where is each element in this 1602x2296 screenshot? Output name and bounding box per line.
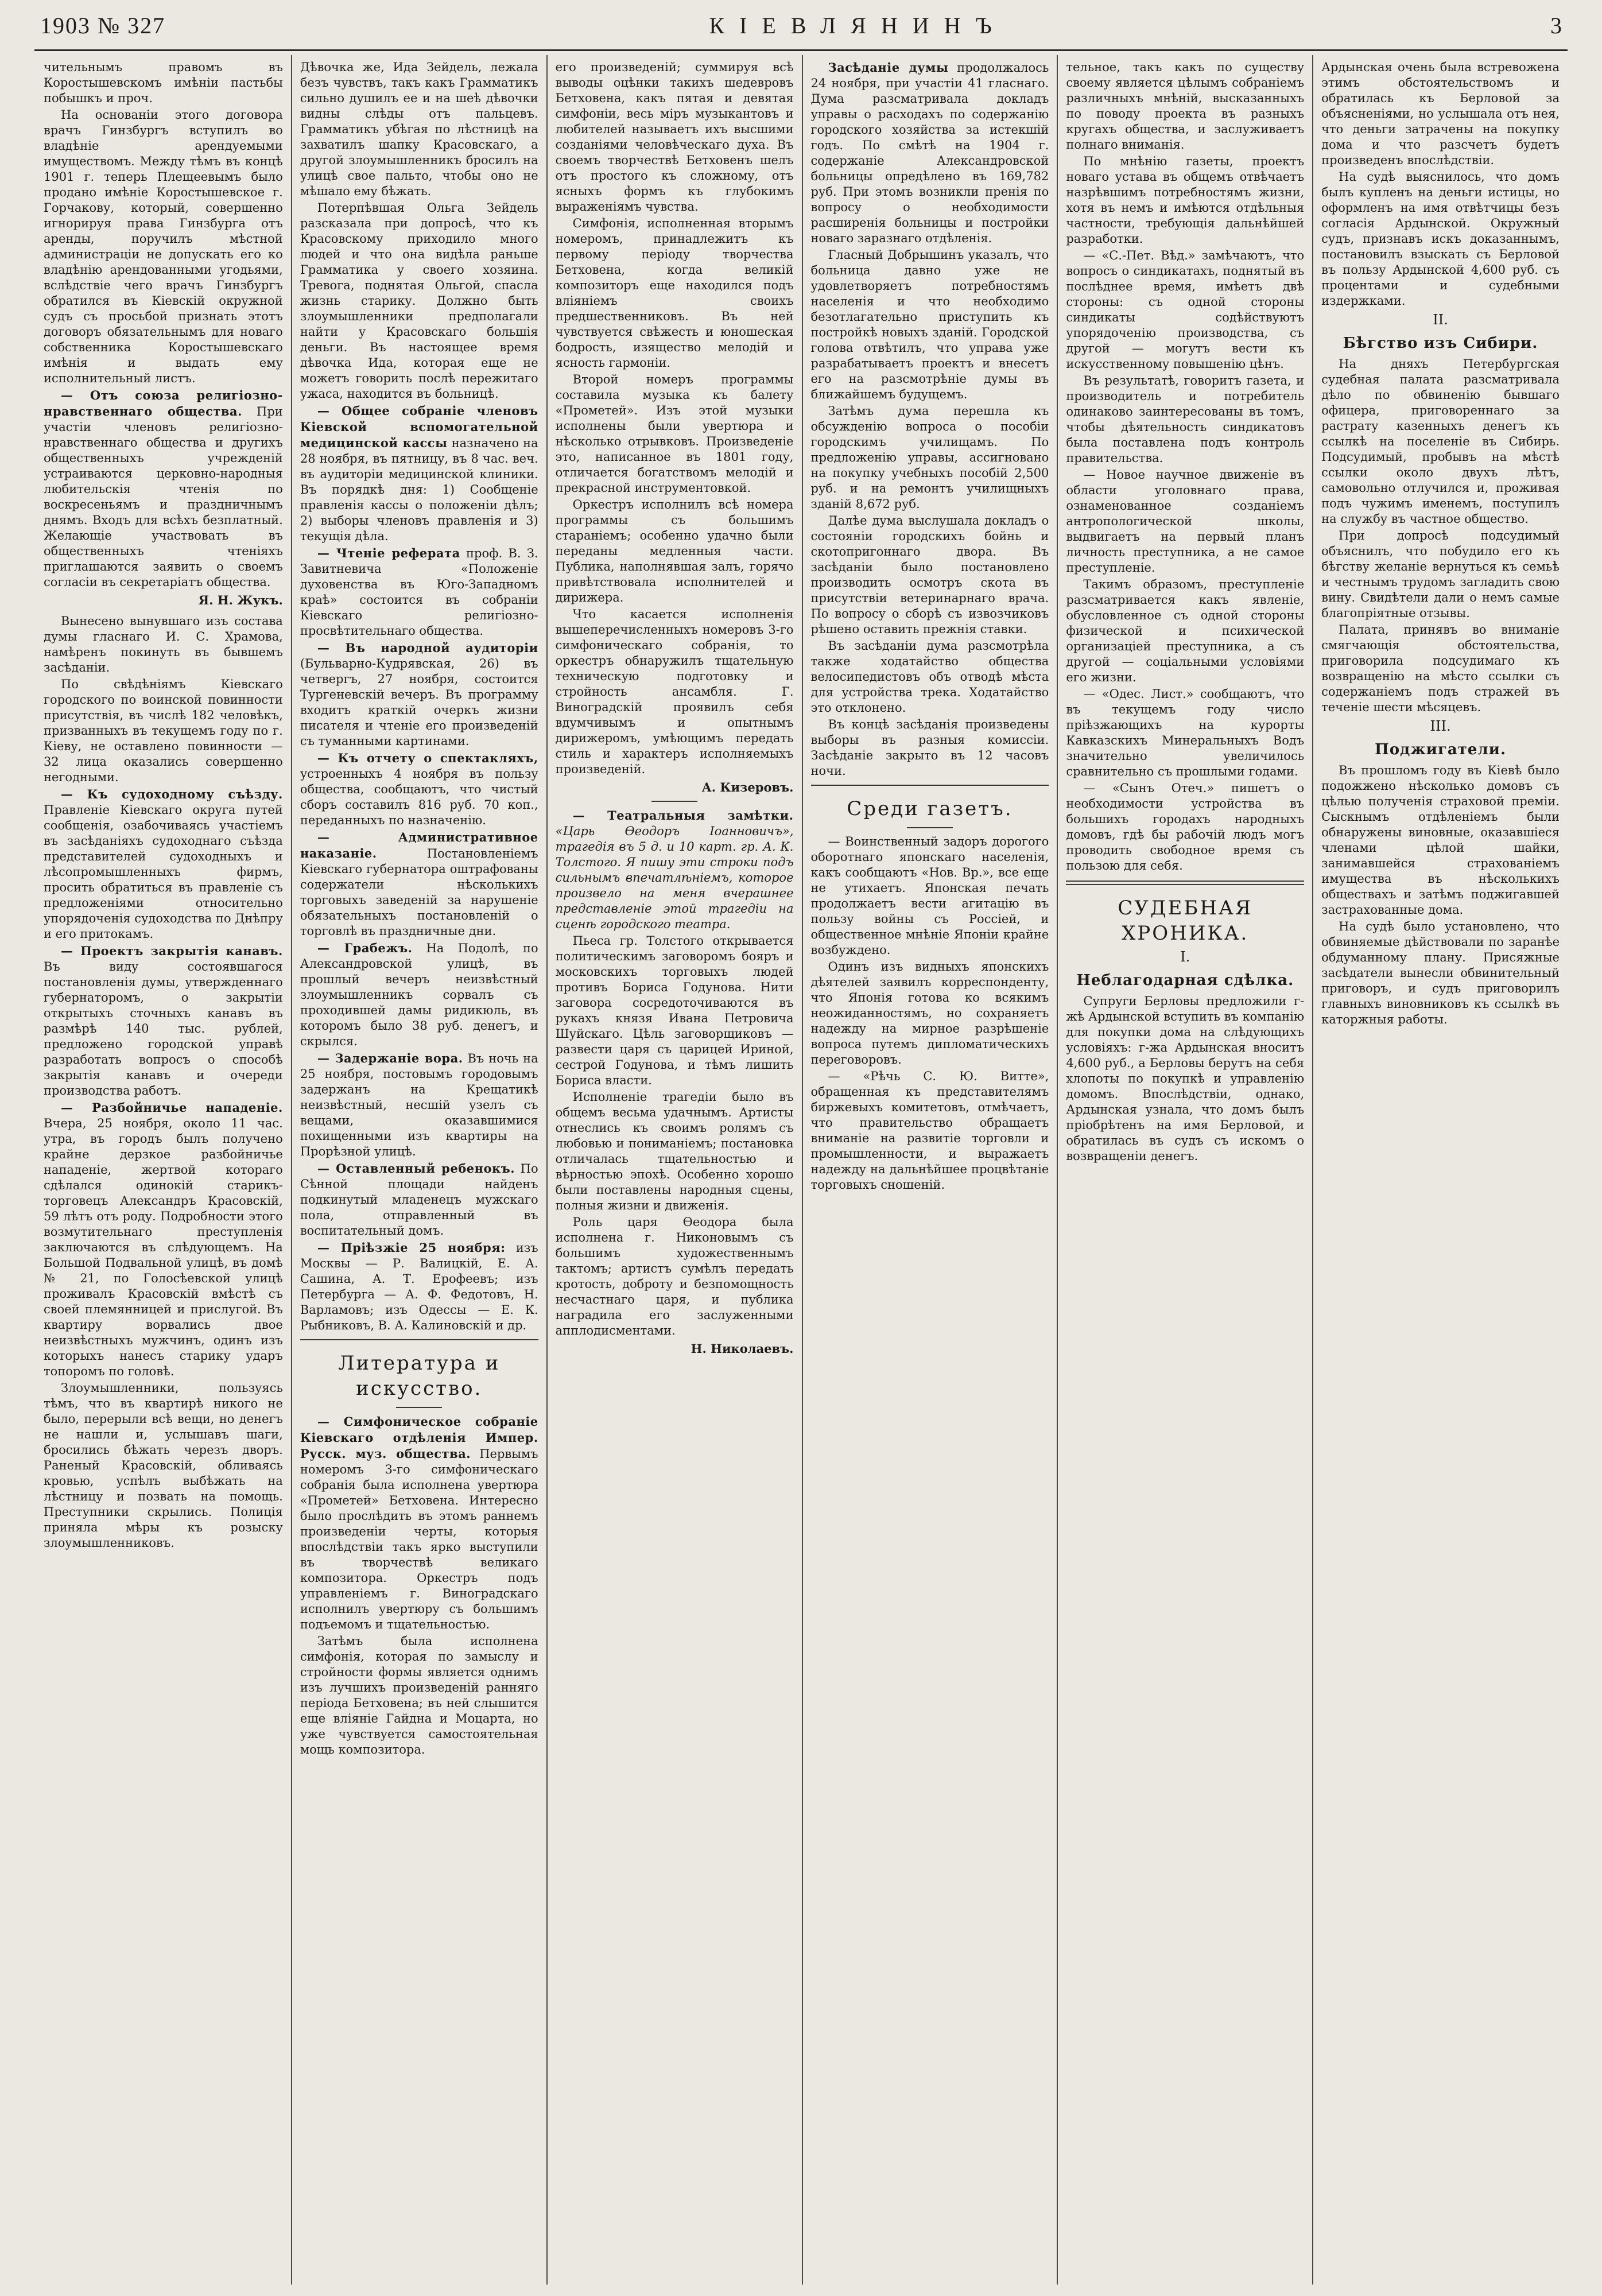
article-text: — «С.-Пет. Вѣд.» замѣчаютъ, что вопросъ о синдикатахъ, поднятый въ послѣднее время, имѣетъ двѣ стороны: съ одной стороны синдикаты содѣйствуютъ упорядоченію производства, съ другой — могутъ вести къ искусственному повышенію цѣнъ. bbox=[1066, 249, 1305, 371]
newspaper-title: КІЕВЛЯНИНЪ bbox=[709, 12, 1007, 38]
article-rubric: — Пріѣзжіе 25 ноября: bbox=[317, 1240, 506, 1255]
article-text: Пьеса гр. Толстого открывается политическимъ заговоромъ бояръ и московскихъ торговыхъ людей противъ Бориса Годунова. Нити заговора сосредоточиваются въ рукахъ князя Ивана Петровича Шуйскаго. Цѣль заговорщиковъ — развести царя съ царицей Ириной, сестрой Годунова, и тѣмъ лишить Бориса власти. bbox=[555, 934, 794, 1087]
section-heading: Среди газетъ. bbox=[847, 797, 1013, 820]
article-text: Исполненіе трагедіи было въ общемъ весьма удачнымъ. Артисты отнеслись къ своимъ ролямъ съ любовью и пониманіемъ; постановка отличалась тщательностью и вѣрностью эпохѣ. Особенно хорошо были поставлены народныя сцены, полныя жизни и движенія. bbox=[555, 1090, 794, 1212]
article-text: По мнѣнію газеты, проектъ новаго устава въ общемъ отвѣчаетъ назрѣвшимъ потребностямъ жизни, хотя въ немъ и имѣются отдѣльныя частности, требующія дальнѣйшей разработки. bbox=[1066, 154, 1305, 246]
article-rubric: — Въ народной аудиторіи bbox=[317, 641, 538, 655]
article-text: На дняхъ Петербургская судебная палата разсматривала дѣло по обвиненію бывшаго офицера, приговореннаго за растрату казенныхъ денегъ къ ссылкѣ на поселеніе въ Сибирь. Подсудимый, пробывъ на мѣстѣ ссылки около двухъ лѣтъ, самовольно отлучился и, проживая подъ чужимъ именемъ, поступилъ на службу въ частное общество. bbox=[1321, 357, 1560, 526]
article-text: Симфонія, исполненная вторымъ номеромъ, принадлежитъ къ первому періоду творчества Бетховена, когда великій композиторъ еще находился подъ вліяніемъ своихъ предшественниковъ. Въ ней чувствуется свѣжесть и юношеская бодрость, изящество мелодій и ясность гармоніи. bbox=[555, 216, 794, 370]
article-text: Въ концѣ засѣданія произведены выборы въ разныя комиссіи. Засѣданіе закрыто въ 12 часовъ ночи. bbox=[810, 718, 1049, 778]
column-3 bbox=[546, 55, 802, 2285]
article-rubric: — Оставленный ребенокъ. bbox=[317, 1161, 515, 1176]
masthead bbox=[40, 8, 1562, 42]
article-text: При участіи членовъ религіозно-нравственнаго общества и другихъ общественныхъ учрежденій устраиваются церковно-народныя любительскія чтенія по воскресеньямъ и праздничнымъ днямъ. Входъ для всѣхъ безплатный. Желающіе участвовать въ общественныхъ чтеніяхъ приглашаются заявить о своемъ согласіи въ секретаріатъ общества. bbox=[44, 405, 283, 589]
short-divider bbox=[396, 1407, 442, 1408]
columns bbox=[36, 55, 1568, 2285]
article-rubric: — Задержаніе вора. bbox=[317, 1051, 463, 1065]
column-1 bbox=[36, 55, 291, 2285]
article-text: — «Одес. Лист.» сообщаютъ, что въ текущемъ году число пріѣзжающихъ на курорты Кавказскихъ Минеральныхъ Водъ значительно увеличилось сравнительно съ прошлыми годами. bbox=[1066, 687, 1305, 778]
article-text: чительнымъ правомъ въ Коростышевскомъ имѣніи пастьбы побышкъ и проч. bbox=[44, 60, 283, 105]
article-text: Дѣвочка же, Ида Зейдель, лежала безъ чувствъ, такъ какъ Грамматикъ сильно душилъ ее и на шеѣ дѣвочки видны слѣды отъ пальцевъ. Грамматикъ убѣгая по лѣстницѣ на захватилъ шапку Красовскаго, а другой злоумышленникъ бросилъ на улицѣ свое пальто, чтобы оно не мѣшало ему бѣжать. bbox=[300, 60, 538, 198]
article-text: Супруги Берловы предложили г-жѣ Ардынской вступить въ компанію для покупки дома на слѣдующихъ условіяхъ: г-жа Ардынская вноситъ 4,600 руб., а Берловы берутъ на себя хлопоты по покупкѣ и управленію домомъ. Впослѣдствіи, однако, Ардынская узнала, что домъ былъ пріобрѣтенъ на имя Берловой, и обратилась въ судъ съ искомъ о возвращеніи денегъ. bbox=[1066, 994, 1305, 1163]
article-text: Въ виду состоявшагося постановленія думы, утвержденнаго губернаторомъ, о закрытіи открытыхъ сточныхъ канавъ въ размѣрѣ 140 тыс. рублей, предложено городской управѣ разработать вопросъ о способѣ закрытія канавъ и очереди производства работъ. bbox=[44, 960, 283, 1097]
article-text: По Сѣнной площади найденъ подкинутый младенецъ мужскаго пола, отправленный въ воспитательный домъ. bbox=[300, 1162, 538, 1238]
column-6 bbox=[1312, 55, 1568, 2285]
article-text: проф. В. З. Завитневича «Положеніе духовенства въ Юго-Западномъ краѣ» состоится въ собраніи Кіевскаго религіозно-просвѣтительнаго общества. bbox=[300, 546, 538, 638]
article-text: — Воинственный задоръ дорогого оборотнаго японскаго населенія, какъ сообщаютъ «Нов. Вр.», все еще не утихаетъ. Японская печать продолжаетъ вести агитацію въ пользу войны съ Россіей, и общественное мнѣніе Японіи крайне возбуждено. bbox=[810, 835, 1049, 957]
article-text: Вынесено вынувшаго изъ состава думы гласнаго И. С. Храмова, намѣренъ покинуть въ бывшемъ засѣданіи. bbox=[44, 614, 283, 674]
article-text: Въ результатѣ, говоритъ газета, и производитель и потребитель одинаково заинтересованы въ томъ, чтобы дѣятельность синдикатовъ была поставлена подъ контроль правительства. bbox=[1066, 374, 1305, 465]
article-signature: Я. Н. Жукъ. bbox=[198, 593, 283, 607]
article-text: Первымъ номеромъ 3-го симфоническаго собранія была исполнена увертюра «Прометей» Бетховена. Интересно было прослѣдить въ этомъ раннемъ произведеніи черты, которыя впослѣдствіи такъ ярко выступили въ творчествѣ великаго композитора. Оркестръ подъ управленіемъ г. Виноградскаго исполнилъ увертюру съ большимъ подъемомъ и тщательностью. bbox=[300, 1447, 538, 1631]
article-text: Правленіе Кіевскаго округа путей сообщенія, озабочиваясь участіемъ въ засѣданіяхъ судоходнаго съѣзда представителей судоходныхъ и лѣсопромышленныхъ фирмъ, просить обратиться въ правленіе съ предложеніями относительно упорядоченія судоходства по Днѣпру и его притокамъ. bbox=[44, 803, 283, 941]
article-text: Далѣе дума выслушала докладъ о состояніи городскихъ бойнь и скотопригоннаго двора. Въ засѣданіи было постановлено производить осмотръ скота въ присутствіи ветеринарнаго врача. По вопросу о сборѣ съ извозчиковъ рѣшено оставить прежнія ставки. bbox=[810, 514, 1049, 636]
subsection-number: I. bbox=[1180, 949, 1190, 965]
column-5 bbox=[1057, 55, 1312, 2285]
article-text: Затѣмъ была исполнена симфонія, которая по замыслу и стройности формы является однимъ изъ лучшихъ произведеній ранняго періода Бетховена; въ ней слышится еще вліяніе Гайдна и Моцарта, но уже чувствуется самостоятельная мощь композитора. bbox=[300, 1634, 538, 1756]
article-rubric: — Чтеніе реферата bbox=[317, 546, 460, 560]
section-divider bbox=[1066, 881, 1304, 885]
section-divider bbox=[811, 785, 1049, 786]
article-rubric: — Отъ союза религіозно-нравственнаго общества. bbox=[44, 388, 283, 418]
article-text: Палата, принявъ во вниманіе смягчающія обстоятельства, приговорила подсудимаго къ возвращенію на мѣсто ссылки съ содержаніемъ подъ стражей въ теченіе шести мѣсяцевъ. bbox=[1321, 623, 1560, 714]
article-text: Второй номеръ программы составила музыка къ балету «Прометей». Изъ этой музыки исполнены были увертюра и нѣсколько отрывковъ. Произведеніе это, написанное въ 1801 году, отличается богатствомъ мелодій и прекрасной инструментовкой. bbox=[555, 373, 794, 495]
article-text: Потерпѣвшая Ольга Зейдель разсказала при допросѣ, что къ Красовскому приходило много людей и что она видѣла раньше Грамматика у своего хозяина. Тревога, поднятая Ольгой, спасла жизнь старику. Должно быть злоумышленники предполагали найти у Красовскаго большія деньги. Въ настоящее время дѣвочка Ида, которая еще не можетъ говорить послѣ пережитаго ужаса, находится въ больницѣ. bbox=[300, 201, 538, 401]
article-text: Роль царя Ѳеодора была исполнена г. Никоновымъ съ большимъ художественнымъ тактомъ; артистъ сумѣлъ передать кротость, доброту и безпомощность несчастнаго царя, и публика наградила его заслуженными апплодисментами. bbox=[555, 1215, 794, 1337]
page-number: 3 bbox=[1550, 12, 1562, 38]
article-text: На основаніи этого договора врачъ Гинзбургъ вступилъ во владѣніе арендуемыми имуществомъ. Между тѣмъ въ концѣ 1901 г. теперь Плещеевымъ было продано имѣніе Коростышевское г. Горчакову, который, совершенно игнорируя права Гинзбурга отъ аренды, поручилъ мѣстной администраціи не допускать его ко владѣнію арендованными угодьями, вслѣдствіе чего врачъ Гинзбургъ обратился въ Кіевскій окружной судъ съ просьбой признать этотъ договоръ обязательнымъ для новаго собственника Коростышевскаго имѣнія и выдать ему исполнительный листъ. bbox=[44, 108, 283, 385]
article-text: По свѣдѣніямъ Кіевскаго городского по воинской повинности присутствія, въ числѣ 182 человѣкъ, призванныхъ въ текущемъ году по г. Кіеву, не оставлено повинности — 32 лица оказались совершенно негодными. bbox=[44, 677, 283, 784]
article-text: Гласный Добрышинъ указалъ, что больница давно уже не удовлетворяетъ потребностямъ населенія и что необходимо безотлагательно приступить къ постройкѣ новыхъ зданій. Городской голова отвѣтилъ, что управа уже разрабатываетъ проектъ и внесетъ его на разсмотрѣніе думы въ ближайшемъ будущемъ. bbox=[810, 248, 1049, 401]
article-text: тельное, такъ какъ по существу своему является цѣлымъ собраніемъ различныхъ мнѣній, высказанныхъ по поводу проекта въ разныхъ кругахъ общества, и заслуживаетъ полнаго вниманія. bbox=[1066, 60, 1305, 152]
article-text: Оркестръ исполнилъ всѣ номера программы съ большимъ стараніемъ; особенно удачно были переданы медленныя части. Публика, наполнявшая залъ, горячо привѣтствовала исполнителей и дирижера. bbox=[555, 498, 794, 604]
article-text: Злоумышленники, пользуясь тѣмъ, что въ квартирѣ никого не было, перерыли всѣ вещи, но денегъ не нашли и, услышавъ шаги, бросились бѣжать черезъ дворъ. Раненый Красовскій, обливаясь кровью, успѣлъ выбѣжать на лѣстницу и позвать на помощь. Преступники скрылись. Полиція приняла мѣры къ розыску злоумышленниковъ. bbox=[44, 1381, 283, 1550]
article-text: Въ засѣданіи дума разсмотрѣла также ходатайство общества велосипедистовъ объ отводѣ мѣста для устройства трека. Ходатайство это отклонено. bbox=[810, 639, 1049, 715]
masthead-rule bbox=[34, 49, 1568, 51]
article-rubric: — Симфоническое собраніе Кіевскаго отдѣленія Импер. Русск. муз. общества. bbox=[300, 1414, 538, 1461]
article-text: Ардынская очень была встревожена этимъ обстоятельствомъ и обратилась къ Берловой за объясненіями, но услышала отъ нея, что деньги затрачены на покупку дома и что разсчетъ будетъ произведенъ впослѣдствіи. bbox=[1321, 60, 1560, 167]
article-text: Такимъ образомъ, преступленіе разсматривается какъ явленіе, обусловленное съ одной стороны физической и психической организаціей преступника, а съ другой — соціальными условіями его жизни. bbox=[1066, 577, 1305, 684]
issue-date-number: 1903 № 327 bbox=[40, 12, 166, 38]
article-text: — Новое научное движеніе въ области уголовнаго права, ознаменованное созданіемъ антропологической школы, выдвигаетъ на первый планъ личность преступника, а не самое преступленіе. bbox=[1066, 468, 1305, 575]
article-text: Въ ночь на 25 ноября, постовымъ городовымъ задержанъ на Крещатикѣ неизвѣстный, несшій узелъ съ вещами, оказавшимися похищенными изъ квартиры на Прорѣзной улицѣ. bbox=[300, 1052, 538, 1158]
article-rubric: — Проектъ закрытія канавъ. bbox=[61, 944, 283, 958]
article-text: При допросѣ подсудимый объяснилъ, что побудило его къ бѣгству желаніе вернуться къ семьѣ и честнымъ трудомъ загладить свою вину. Свидѣтели дали о немъ самые благопріятные отзывы. bbox=[1321, 529, 1560, 620]
section-heading: Литература и искусство. bbox=[338, 1352, 501, 1400]
article-text: На судѣ выяснилось, что домъ былъ купленъ на деньги истицы, но оформленъ на имя отвѣтчицы безъ согласія Ардынской. Окружный судъ, признавъ искъ доказаннымъ, постановилъ взыскать съ Берловой въ пользу Ардынской 4,600 руб. съ процентами и судебными издержками. bbox=[1321, 170, 1560, 308]
short-divider bbox=[651, 801, 697, 802]
article-rubric: — Грабежъ. bbox=[317, 941, 413, 955]
article-rubric: — Административное наказаніе. bbox=[300, 830, 538, 860]
article-text: изъ Москвы — Р. Валицкій, Е. А. Сашина, А. Т. Ерофеевъ; изъ Петербурга — А. Ф. Федотовъ, Н. Варламовъ; изъ Одессы — Е. К. Рыбниковъ, В. А. Калиновскій и др. bbox=[300, 1241, 538, 1332]
article-text: (Бульварно-Кудрявская, 26) въ четвергъ, 27 ноября, состоится Тургеневскій вечеръ. Въ программу входитъ краткій очеркъ жизни писателя и чтеніе его произведеній съ туманными картинами. bbox=[300, 657, 538, 748]
subsection-number: II. bbox=[1433, 312, 1448, 328]
article-text: На Подолѣ, по Александровской улицѣ, въ прошлый вечеръ неизвѣстный злоумышленникъ сорвалъ съ проходившей дамы ридикюль, въ которомъ было 38 руб. денегъ, и скрылся. bbox=[300, 941, 538, 1048]
article-rubric: — Къ судоходному съѣзду. bbox=[61, 787, 283, 801]
article-text: Въ прошломъ году въ Кіевѣ было подожжено нѣсколько домовъ съ цѣлью полученія страховой преміи. Сыскнымъ отдѣленіемъ были обнаружены виновные, оказавшіеся членами цѣлой шайки, занимавшейся страхованіемъ имущества въ нѣсколькихъ обществахъ и затѣмъ поджигавшей застрахованные дома. bbox=[1321, 763, 1560, 917]
article-rubric: — Театральныя замѣтки. bbox=[572, 808, 794, 823]
subsection-number: III. bbox=[1430, 718, 1451, 734]
article-text: Одинъ изъ видныхъ японскихъ дѣятелей заявилъ корреспонденту, что Японія готова ко всякимъ неожиданностямъ, но сохраняетъ надежду на мирное разрѣшеніе вопроса путемъ дипломатическихъ переговоровъ. bbox=[810, 960, 1049, 1066]
subsection-heading: Неблагодарная сдѣлка. bbox=[1076, 972, 1294, 989]
article-text: Постановленіемъ Кіевскаго губернатора оштрафованы содержатели нѣсколькихъ торговыхъ заведеній за нарушеніе обязательныхъ постановленій о торговлѣ въ праздничные дни. bbox=[300, 847, 538, 938]
article-text: Затѣмъ дума перешла къ обсужденію вопроса о пособіи городскимъ училищамъ. По предложенію управы, ассигновано на покупку учебныхъ пособій 2,500 руб. и на ремонтъ училищныхъ зданій 8,672 руб. bbox=[810, 404, 1049, 511]
short-divider bbox=[907, 827, 953, 828]
article-signature: Н. Николаевъ. bbox=[691, 1341, 794, 1356]
subsection-heading: Бѣгство изъ Сибири. bbox=[1343, 335, 1538, 352]
article-rubric: — Общее собраніе членовъ Кіевской вспомогательной медицинской кассы bbox=[300, 404, 538, 450]
article-text: устроенныхъ 4 ноября въ пользу общества, сообщаютъ, что чистый сборъ составилъ 816 руб. 70 коп., переданныхъ по назначенію. bbox=[300, 767, 538, 827]
article-text: На судѣ было установлено, что обвиняемые дѣйствовали по заранѣе обдуманному плану. Присяжные засѣдатели вынесли обвинительный приговоръ, и судъ приговорилъ главныхъ виновниковъ къ ссылкѣ въ каторжныя работы. bbox=[1321, 920, 1560, 1026]
column-4 bbox=[802, 55, 1057, 2285]
article-text: «Царь Ѳеодоръ Іоанновичъ», трагедія въ 5 д. и 10 карт. гр. А. К. Толстого. Я пишу эти строки подъ сильнымъ впечатлѣніемъ, которое произвело на меня вчерашнее представленіе этой трагедіи на сценѣ городского театра. bbox=[555, 824, 794, 931]
article-rubric: Засѣданіе думы bbox=[828, 60, 949, 75]
column-2 bbox=[291, 55, 546, 2285]
section-divider bbox=[300, 1339, 538, 1340]
subsection-heading: Поджигатели. bbox=[1375, 741, 1507, 758]
article-rubric: — Къ отчету о спектакляхъ, bbox=[317, 751, 538, 765]
article-text: — «Рѣчь С. Ю. Витте», обращенная къ представителямъ биржевыхъ комитетовъ, отмѣчаетъ, что правительство обращаетъ вниманіе на развитіе торговли и промышленности, и выражаетъ надежду на дальнѣйшее процвѣтаніе торговыхъ сношеній. bbox=[810, 1069, 1049, 1192]
article-text: Что касается исполненія вышеперечисленныхъ номеровъ 3-го симфоническаго собранія, то оркестръ обнаружилъ тщательную техническую подготовку и стройность ансамбля. Г. Виноградскій проявилъ себя вдумчивымъ и опытнымъ дирижеромъ, умѣющимъ передать стиль и характеръ исполняемыхъ произведеній. bbox=[555, 607, 794, 776]
article-text: Вчера, 25 ноября, около 11 час. утра, въ городъ былъ получено крайне дерзкое разбойничье нападеніе, жертвой котораго сдѣлался одинокій старикъ-торговецъ Александръ Красовскій, 59 лѣтъ отъ роду. Подробности этого возмутительнаго преступленія заключаются въ слѣдующемъ. На Большой Подвальной улицѣ, въ домѣ № 21, по Голосѣевской улицѣ проживалъ Красовскій вмѣстѣ съ своей племянницей и прислугой. Въ квартиру ворвались двое неизвѣстныхъ мужчинъ, одинъ изъ которыхъ нанесъ старику ударъ топоромъ по головѣ. bbox=[44, 1116, 283, 1378]
section-heading: СУДЕБНАЯ ХРОНИКА. bbox=[1118, 897, 1253, 945]
article-text: назначено на 28 ноября, въ пятницу, въ 8 час. веч. въ аудиторіи медицинской клиники. Въ порядкѣ дня: 1) Сообщеніе правленія кассы о положеніи дѣлъ; 2) выборы членовъ правленія и 3) текущія дѣла. bbox=[300, 436, 538, 543]
article-rubric: — Разбойничье нападеніе. bbox=[61, 1100, 283, 1115]
article-text: его произведеній; суммируя всѣ выводы оцѣнки такихъ шедевровъ Бетховена, какъ пятая и девятая симфоніи, весь мiръ музыкантовъ и любителей называетъ ихъ высшими созданіями человѣческаго духа. Въ своемъ творчествѣ Бетховенъ шелъ отъ простого къ сложному, отъ ясныхъ формъ къ глубокимъ выраженіямъ чувства. bbox=[555, 60, 794, 214]
article-signature: А. Кизеровъ. bbox=[701, 780, 794, 794]
article-text: — «Сынъ Отеч.» пишетъ о необходимости устройства въ большихъ городахъ народныхъ домовъ, гдѣ бы рабочій людъ могъ проводить свободное время съ пользою для себя. bbox=[1066, 781, 1305, 872]
article-text: продолжалось 24 ноября, при участіи 41 гласнаго. Дума разсматривала докладъ управы о расходахъ по содержанію городского хозяйства за истекшій годъ. По смѣтѣ на 1904 г. содержаніе Александровской больницы опредѣлено въ 169,782 руб. При этомъ возникли пренія по вопросу о необходимости расширенія больницы и постройки новаго заразнаго отдѣленія. bbox=[810, 61, 1049, 245]
